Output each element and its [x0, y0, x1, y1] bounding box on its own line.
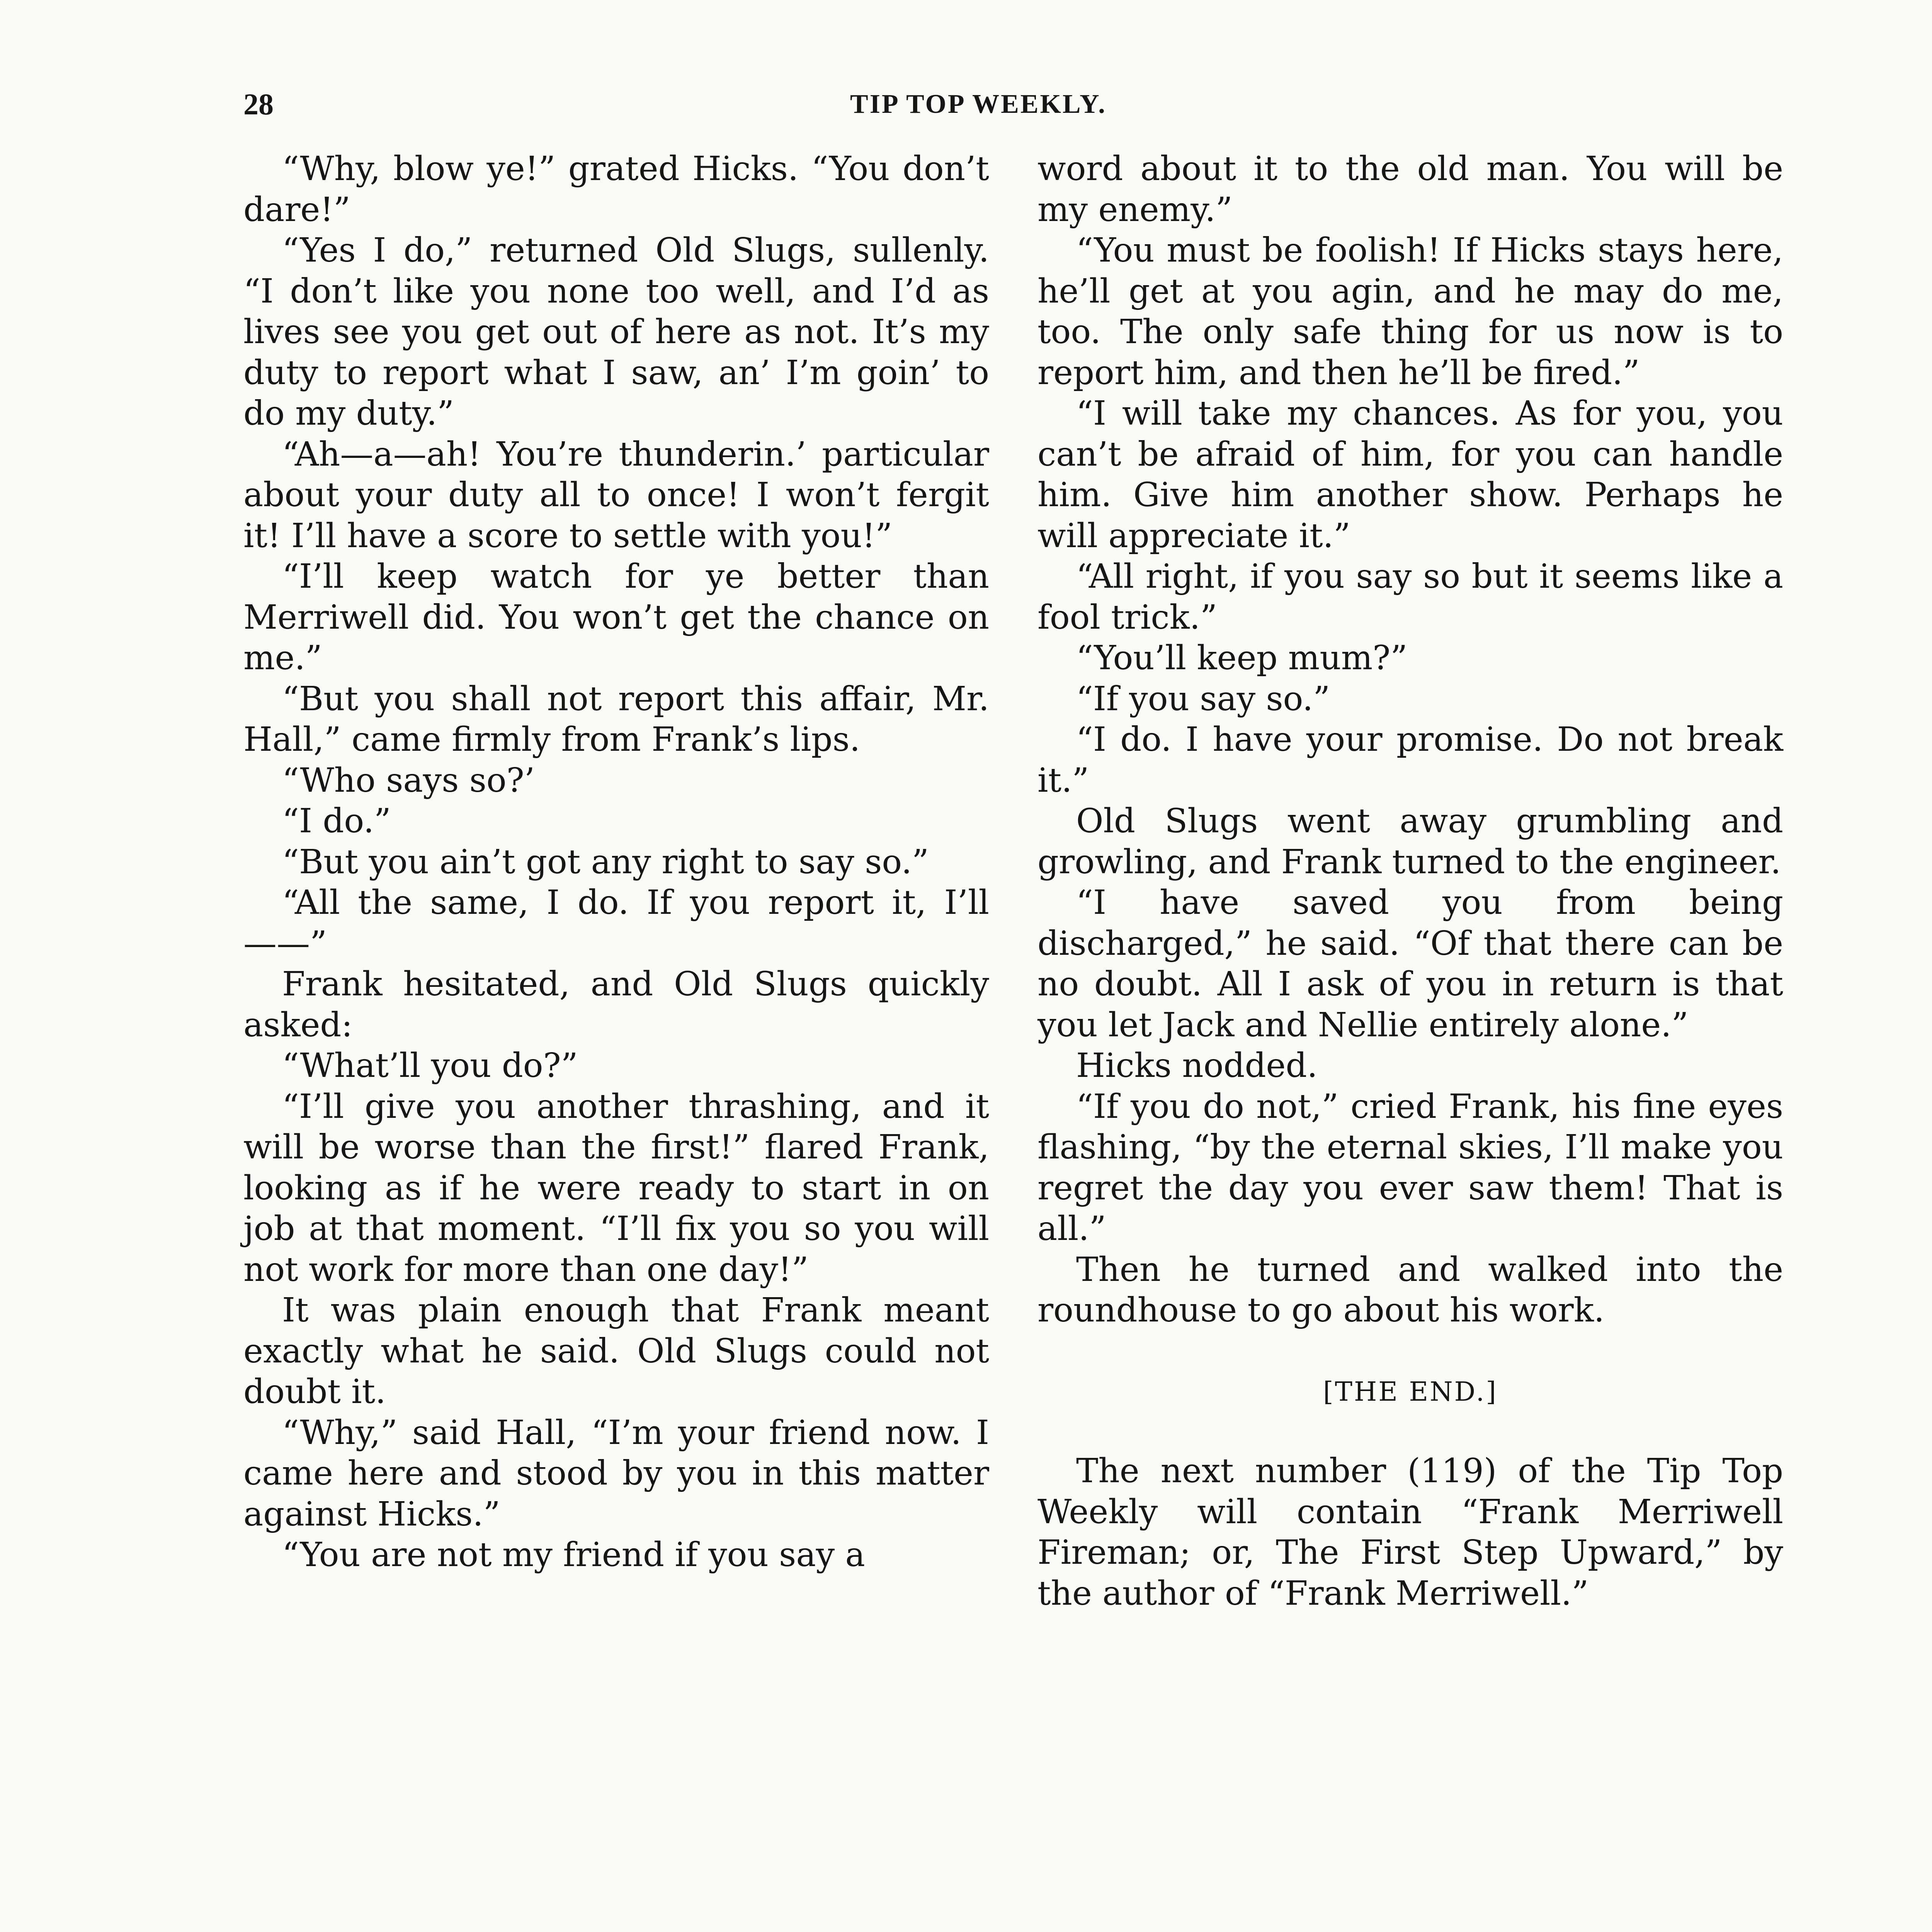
paragraph: “All right, if you say so but it seems like a fool trick.” — [1037, 557, 1783, 637]
paragraph: word about it to the old man. You will be my enemy.” — [1037, 150, 1783, 229]
paragraph: “I do.” — [282, 802, 391, 840]
paragraph: “Who says so?’ — [282, 761, 535, 800]
paragraph: “If you say so.” — [1076, 679, 1330, 718]
paragraph: “You are not my friend if you say a — [282, 1536, 865, 1574]
left-column — [243, 149, 989, 1576]
paragraph: “Ah—a—ah! You’re thunderin.’ particular about your duty all to once! I won’t fergit it! I’ll have a score to settle with you!” — [243, 435, 989, 555]
paragraph: “But you ain’t got any right to say so.” — [282, 842, 929, 881]
paragraph: “But you shall not report this affair, Mr. Hall,” came firmly from Frank’s lips. — [243, 679, 989, 759]
paragraph: “What’ll you do?” — [282, 1046, 578, 1085]
right-column — [1037, 149, 1783, 1614]
paragraph: “Yes I do,” returned Old Slugs, sullenly. “I don’t like you none too well, and I’d as lives see you get out of here as not. It’s my duty to report what I saw, an’ I’m goin’ to do my duty.” — [243, 231, 989, 433]
paragraph: “I do. I have your promise. Do not break it.” — [1037, 720, 1783, 800]
paragraph: “Why, blow ye!” grated Hicks. “You don’t dare!” — [243, 150, 989, 229]
the-end-mark: [THE END.] — [1323, 1376, 1498, 1407]
paragraph: “All the same, I do. If you report it, I’ll——” — [243, 883, 989, 963]
running-title: TIP TOP WEEKLY. — [850, 89, 1107, 119]
paragraph: “I’ll give you another thrashing, and it will be worse than the first!” flared Frank, looking as if he were ready to start in on job at that moment. “I’ll fix you so you will not work for more than one day!” — [243, 1087, 989, 1289]
paragraph: Hicks nodded. — [1076, 1046, 1318, 1085]
paragraph: “I have saved you from being discharged,” he said. “Of that there can be no doubt. All I ask of you in return is that you let Jack and Nellie entirely alone.” — [1037, 883, 1783, 1044]
next-number-notice: The next number (119) of the Tip Top Weekly will contain “Frank Merriwell Fireman; or, The First Step Upward,” by the author of “Frank Merriwell.” — [1037, 1452, 1783, 1613]
paragraph: Old Slugs went away grumbling and growling, and Frank turned to the engineer. — [1037, 802, 1783, 881]
paragraph: Frank hesitated, and Old Slugs quickly asked: — [243, 965, 989, 1044]
paragraph: “You must be foolish! If Hicks stays here, he’ll get at you agin, and he may do me, too. The only safe thing for us now is to report him, and then he’ll be fired.” — [1037, 231, 1783, 392]
paragraph: “Why,” said Hall, “I’m your friend now. I came here and stood by you in this matter against Hicks.” — [243, 1413, 989, 1534]
page-number: 28 — [243, 87, 274, 121]
paragraph: It was plain enough that Frank meant exactly what he said. Old Slugs could not doubt it. — [243, 1291, 989, 1411]
paragraph: “I will take my chances. As for you, you can’t be afraid of him, for you can handle him. Give him another show. Perhaps he will appreciate it.” — [1037, 394, 1783, 555]
paragraph: “You’ll keep mum?” — [1076, 639, 1408, 677]
paragraph: “If you do not,” cried Frank, his fine eyes flashing, “by the eternal skies, I’ll make you regret the day you ever saw them! That is all.” — [1037, 1087, 1783, 1248]
paragraph: Then he turned and walked into the roundhouse to go about his work. — [1037, 1250, 1783, 1330]
paragraph: “I’ll keep watch for ye better than Merriwell did. You won’t get the chance on me.” — [243, 557, 989, 677]
